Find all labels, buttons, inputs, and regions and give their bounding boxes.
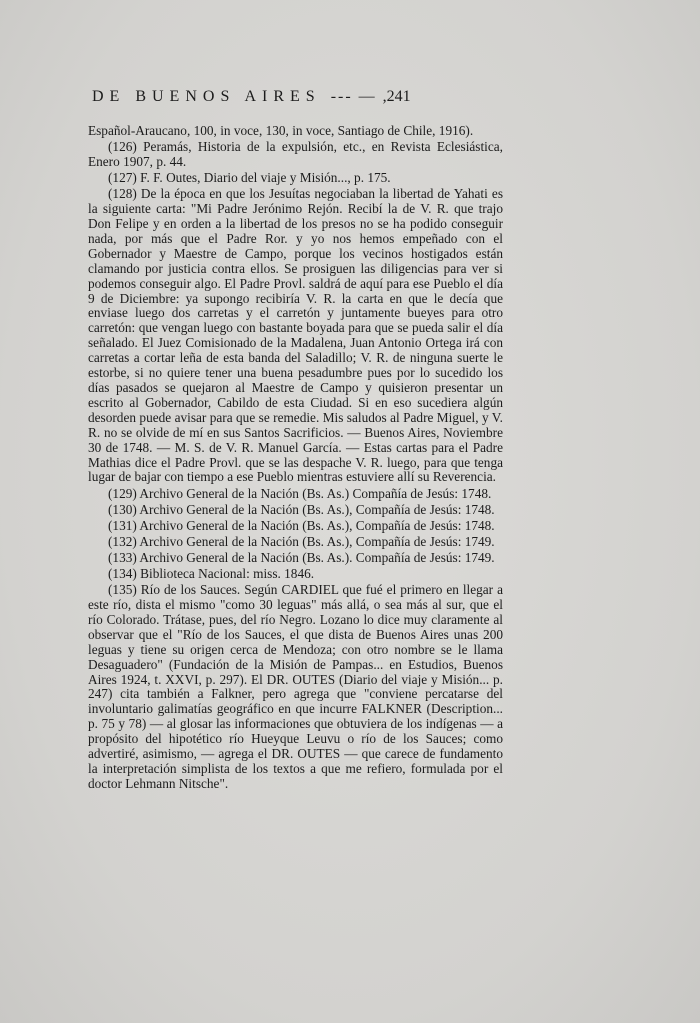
header-dashes: --- — [330, 88, 377, 105]
note-131: (131) Archivo General de la Nación (Bs. As.), Compañía de Jesús: 1748. [108, 517, 495, 533]
note-134: (134) Biblioteca Nacional: miss. 1846. [108, 565, 315, 581]
header-title: DE BUENOS AIRES [92, 88, 321, 105]
note-127: (127) F. F. Outes, Diario del viaje y Misión..., p. 175. [108, 170, 391, 186]
footnotes-body [88, 124, 503, 793]
note-129: (129) Archivo General de la Nación (Bs. As.) Compañía de Jesús: 1748. [108, 485, 492, 501]
note-continuation: Español-Araucano, 100, in voce, 130, in voce, Santiago de Chile, 1916). [88, 123, 474, 138]
page-number: ,241 [382, 88, 411, 105]
note-126: (126) Peramás, Historia de la expulsión, etc., en Revista Eclesiástica, Enero 1907, p. 44. [88, 139, 503, 169]
note-130: (130) Archivo General de la Nación (Bs. As.), Compañía de Jesús: 1748. [108, 501, 495, 517]
note-132: (132) Archivo General de la Nación (Bs. As.), Compañía de Jesús: 1749. [108, 533, 495, 549]
note-128: (128) De la época en que los Jesuítas negociaban la libertad de Yahati es la siguiente carta: "Mi Padre Jerónimo Rejón. Recibí la de V. R. que trajo Don Felipe y en orden a la libertad de los presos no se ha podido conseguir nada, por más que el Padre Ror. y yo nos hemos empeñado con el Gobernador y Maestre de Campo, porque los vecinos hostigados están clamando por justicia contra ellos. Se prosiguen las diligencias para ver si podemos conseguir algo. El Padre Provl. saldrá de aquí para ese Pueblo el día 9 de Diciembre: ya supongo recibiría V. R. la carta en que le decía que enviase luego dos carretas y el carretón y juntamente bueyes para otro carretón: que vengan luego con bastante boyada para que se pueda salir el día señalado. El Juez Comisionado de la Madalena, Juan Antonio Ortega irá con carretas a cortar leña de esta banda del Saladillo; V. R. de ninguna suerte le estorbe, si no quiere tener una buena pesadumbre pues por lo sucedido los días pasados se quejaron al Maestre de Campo y quisieron presentar un escrito al Gobernador, Cabildo de esta Ciudad. Si en eso sucediera algún desorden puede avisar para que se remedie. Mis saludos al Padre Miguel, y V. R. no se olvide de mí en sus Santos Sacrificios. — Buenos Aires, Noviembre 30 de 1748. — M. S. de V. R. Manuel García. — Estas cartas para el Padre Mathias dice el Padre Provl. que se las despache V. R. luego, para que tenga lugar de bajar con tiempo a ese Pueblo mientras estuviere allí su Reverencia. [88, 186, 503, 485]
running-header [92, 88, 512, 106]
note-135: (135) Río de los Sauces. Según CARDIEL que fué el primero en llegar a este río, dista el mismo "como 30 leguas" más allá, o sea más al sur, que el río Colorado. Trátase, pues, del río Negro. Lozano lo dice muy claramente al observar que el "Río de los Sauces, el que dista de Buenos Aires unas 200 leguas y tiene su origen cerca de Mendoza; con otro nombre se le llama Desaguadero" (Fundación de la Misión de Pampas... en Estudios, Buenos Aires 1924, t. XXVI, p. 297). El DR. OUTES (Diario del viaje y Misión... p. 247) cita también a Falkner, pero agrega que "conviene percatarse del involuntario galimatías geográfico en que incurre FALKNER (Description... p. 75 y 78) — al glosar las informaciones que obtuviera de los indígenas — a propósito del hipotético río Hueyque Leuvu o río de los Sauces; como advertiré, asimismo, — agrega el DR. OUTES — que carece de fundamento la interpretación simplista de los textos a que me refiero, formulada por el doctor Lehmann Nitsche". [88, 582, 503, 791]
note-133: (133) Archivo General de la Nación (Bs. As.). Compañía de Jesús: 1749. [108, 549, 495, 565]
